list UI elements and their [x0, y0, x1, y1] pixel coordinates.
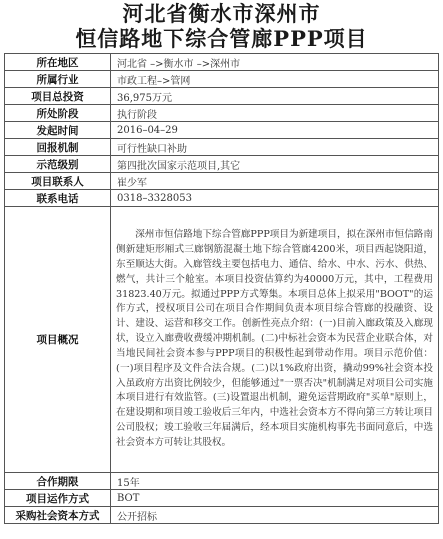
overview-label: 项目概况 [5, 207, 111, 473]
row-label: 所属行业 [5, 71, 111, 88]
row-value: 公开招标 [111, 507, 439, 524]
row-label: 项目总投资 [5, 88, 111, 105]
row-value: 可行性缺口补助 [111, 139, 439, 156]
table-row [5, 190, 439, 207]
row-value: 36,975万元 [111, 88, 439, 105]
table-row [5, 105, 439, 122]
table-row [5, 139, 439, 156]
overview-text: 深州市恒信路地下综合管廊PPP项目为新建项目，拟在深州市恒信路南侧新建矩形厢式三廊钢筋混凝土地下综合管廊4200米，项目西起饶阳道，东至顺达大街。入廊管线主要包括电力、通信、给水、中水、污水、供热、燃气，共计三个舱室。本项目投资估算约为40000万元，其中，工程费用31823.40万元。拟通过PPP方式筹集。本项目总体上拟采用"BOOT"的运作方式，授权项目公司在项目合作期间负责本项目综合管廊的投融资、设计、建设、运营和移交工作。创新性亮点介绍：(一)目前入廊政策及入廊现状，设立入廊费收费缓冲期机制。(二)中标社会资本为民营企业联合体，对当地民间社会资本参与PPP项目的积极性起到带动作用。项目示范价值：(一)项目程序及文件合法合规。(二)以1%政府出资，撬动99%社会资本投入虽政府方出资比例较少，但能够通过"一票否决"机制满足对项目公司实施本项目进行有效监管。(三)设置退出机制，避免运营期政府"买单"原则上，在建设期和项目竣工验收后三年内，中选社会资本方不得向第三方转让项目公司股权；竣工验收三年届满后，经本项目实施机构事先书面同意后，中选社会资本方可转让其股权。 [116, 229, 433, 448]
table-row [5, 490, 439, 507]
row-label: 所在地区 [5, 54, 111, 71]
row-value: 0318–3328053 [111, 190, 439, 207]
table-row [5, 507, 439, 524]
row-label: 所处阶段 [5, 105, 111, 122]
row-value: 2016–04–29 [111, 122, 439, 139]
table-row [5, 156, 439, 173]
row-label: 合作期限 [5, 473, 111, 490]
row-label: 项目运作方式 [5, 490, 111, 507]
row-value: 15年 [111, 473, 439, 490]
row-value: 崔少军 [111, 173, 439, 190]
row-label: 示范级别 [5, 156, 111, 173]
overview-cell [111, 207, 439, 473]
table-row [5, 54, 439, 71]
row-value: 执行阶段 [111, 105, 439, 122]
row-label: 联系电话 [5, 190, 111, 207]
table-row [5, 473, 439, 490]
row-label: 回报机制 [5, 139, 111, 156]
row-value: 第四批次国家示范项目,其它 [111, 156, 439, 173]
row-value: 河北省 –>衡水市 –>深州市 [111, 54, 439, 71]
row-label: 项目联系人 [5, 173, 111, 190]
row-value: BOT [111, 490, 439, 507]
table-row-overview [5, 207, 439, 473]
title-line-2: 恒信路地下综合管廊PPP项目 [75, 26, 368, 51]
project-info-table [4, 53, 439, 524]
table-row [5, 122, 439, 139]
table-row [5, 173, 439, 190]
row-label: 采购社会资本方式 [5, 507, 111, 524]
table-row [5, 88, 439, 105]
title-line-1: 河北省衡水市深州市 [122, 1, 321, 26]
table-row [5, 71, 439, 88]
row-value: 市政工程–>管网 [111, 71, 439, 88]
row-label: 发起时间 [5, 122, 111, 139]
